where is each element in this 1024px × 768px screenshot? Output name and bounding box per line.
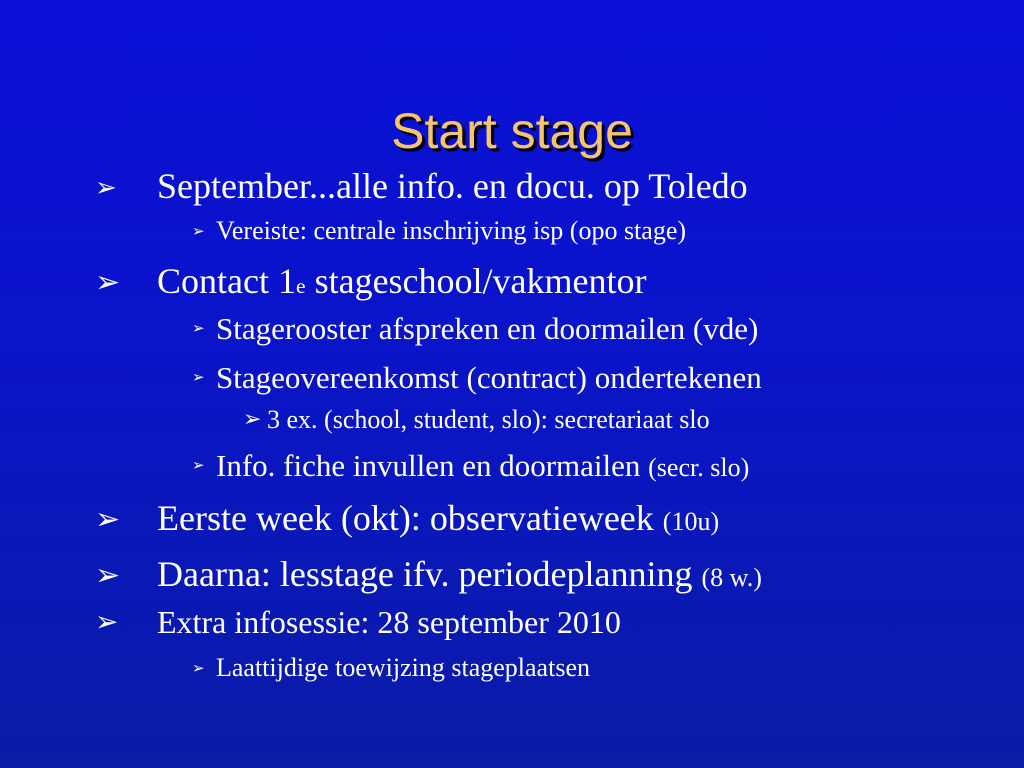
bullet-text: Daarna: lesstage ifv. periodeplanning (8 w.) (157, 554, 762, 594)
bullet-text: Eerste week (okt): observatieweek (10u) (157, 498, 720, 538)
bullet-text: Contact 1e stageschool/vakmentor (157, 261, 647, 301)
bullet-text: Vereiste: centrale inschrijving isp (opo stage) (216, 216, 687, 245)
arrowhead-bullet-icon: ➢ (192, 370, 205, 386)
slide-title: Start stage (391, 103, 633, 159)
arrowhead-bullet-icon: ➢ (95, 266, 121, 299)
arrowhead-bullet-icon: ➢ (95, 173, 117, 202)
arrowhead-bullet-icon: ➢ (95, 607, 119, 638)
arrowhead-bullet-icon: ➢ (95, 559, 121, 592)
arrowhead-bullet-icon: ➢ (192, 321, 205, 337)
bullet-text: Stagerooster afspreken en doormailen (vde) (216, 311, 759, 346)
bullet-text: September...alle info. en docu. op Toledo (157, 166, 748, 206)
arrowhead-bullet-icon: ➢ (95, 503, 121, 536)
bullet-text: Stageovereenkomst (contract) ondertekenen (216, 360, 762, 395)
bullet-text: Extra infosessie: 28 september 2010 (157, 604, 621, 640)
bullet-text: Info. fiche invullen en doormailen (secr. slo) (216, 448, 750, 483)
superscript: e (295, 274, 306, 298)
arrowhead-bullet-icon: ➢ (243, 406, 262, 431)
bullet-text: 3 ex. (school, student, slo): secretariaat slo (267, 405, 710, 434)
arrowhead-bullet-icon: ➢ (192, 224, 205, 240)
bullet-text: Laattijdige toewijzing stageplaatsen (216, 653, 590, 682)
arrowhead-bullet-icon: ➢ (192, 458, 205, 474)
arrowhead-bullet-icon: ➢ (192, 661, 205, 677)
